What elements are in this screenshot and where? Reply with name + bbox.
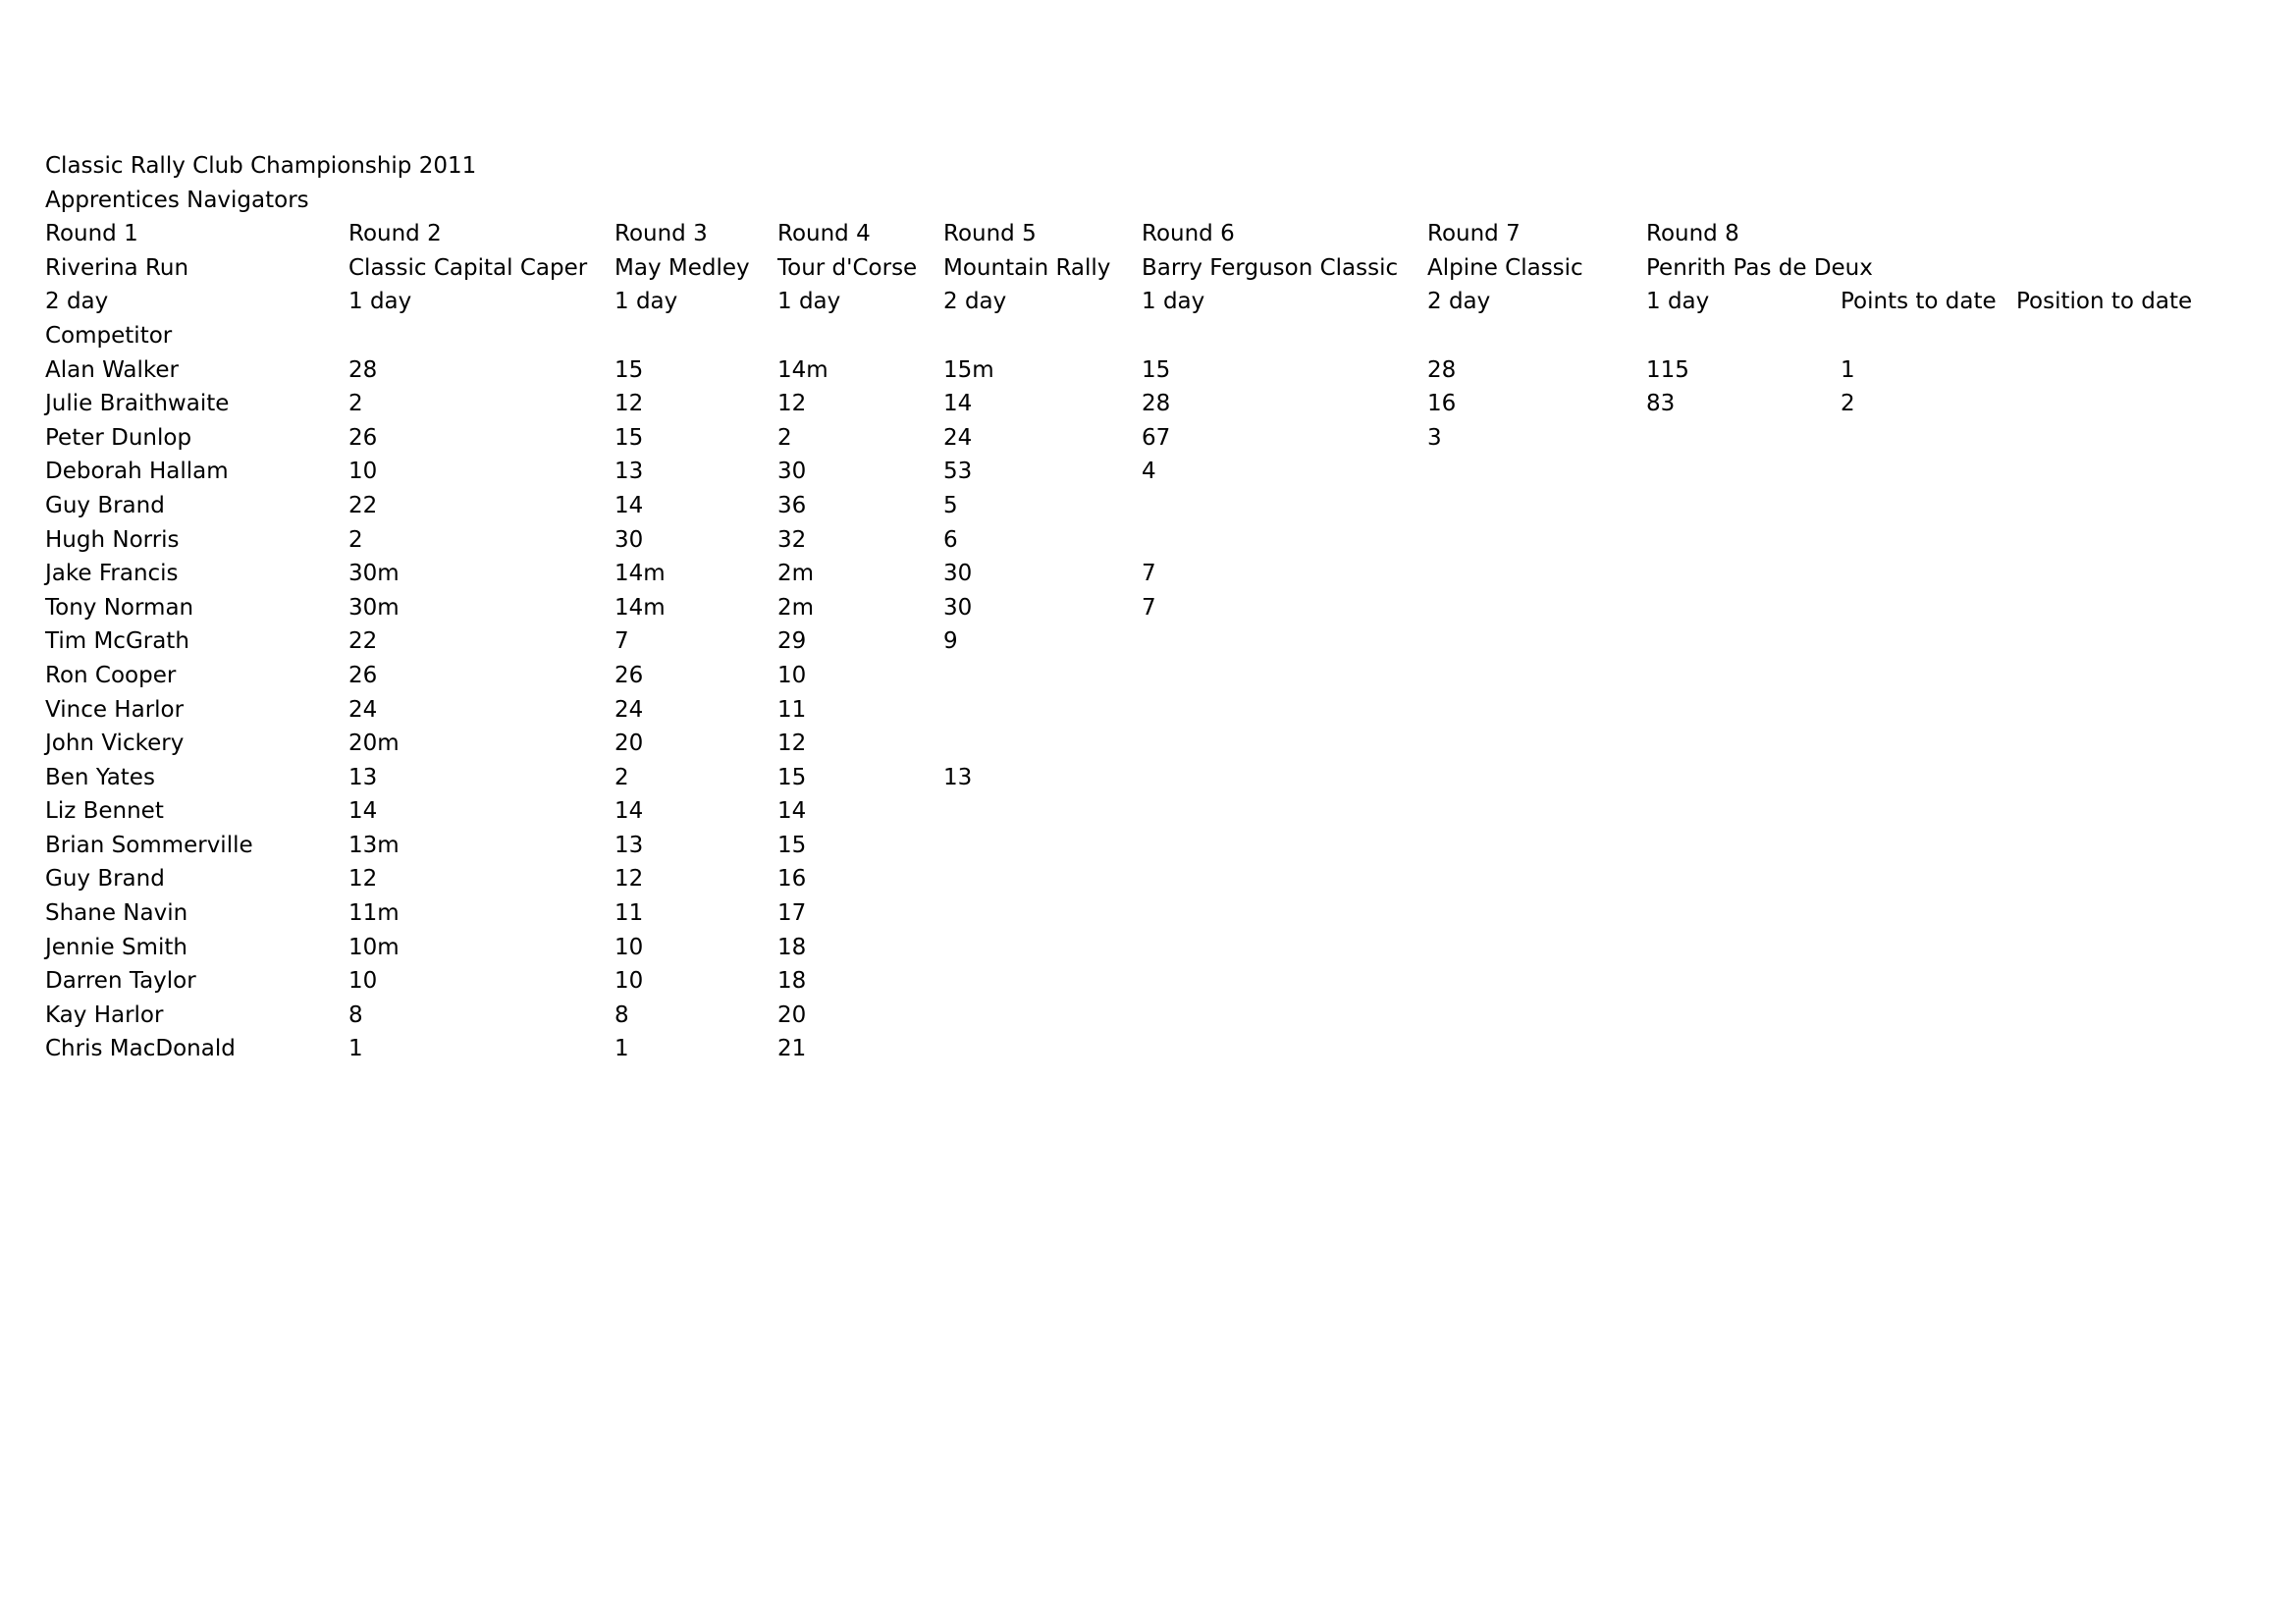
score-cell: 28 — [348, 356, 378, 383]
event-name: Classic Capital Caper — [348, 254, 588, 281]
score-cell: 10 — [614, 968, 644, 995]
event-name: Riverina Run — [45, 254, 189, 281]
category-label: Apprentices Navigators — [45, 187, 309, 213]
points-to-date-header: Points to date — [1841, 289, 1997, 315]
score-cell: 21 — [777, 1036, 807, 1062]
score-cell: 26 — [348, 662, 378, 688]
competitor-name: Brian Sommerville — [45, 832, 253, 858]
score-cell: 14 — [614, 798, 644, 825]
score-cell: 4 — [1142, 459, 1156, 485]
score-cell: 10 — [348, 968, 378, 995]
competitor-name: John Vickery — [45, 731, 185, 757]
event-duration: 1 day — [1142, 289, 1205, 315]
score-cell: 8 — [614, 1001, 629, 1028]
score-cell: 14 — [614, 492, 644, 518]
competitor-name: Hugh Norris — [45, 526, 180, 553]
score-cell: 22 — [348, 628, 378, 655]
score-cell: 22 — [348, 492, 378, 518]
competitor-name: Shane Navin — [45, 900, 188, 927]
score-cell: 14m — [614, 594, 666, 621]
score-cell: 14m — [614, 561, 666, 587]
event-name: May Medley — [614, 254, 750, 281]
position-to-date-header: Position to date — [2016, 289, 2193, 315]
competitor-name: Peter Dunlop — [45, 424, 192, 451]
score-cell: 15 — [614, 356, 644, 383]
score-cell: 1 — [614, 1036, 629, 1062]
score-cell: 30 — [614, 526, 644, 553]
score-cell: 2 — [348, 526, 363, 553]
event-name: Penrith Pas de Deux — [1646, 254, 1873, 281]
competitor-name: Darren Taylor — [45, 968, 196, 995]
score-cell: 14m — [777, 356, 828, 383]
competitor-name: Ben Yates — [45, 764, 155, 790]
event-name: Tour d'Corse — [777, 254, 918, 281]
competitor-name: Alan Walker — [45, 356, 179, 383]
score-cell: 14 — [348, 798, 378, 825]
competitor-name: Ron Cooper — [45, 662, 177, 688]
score-cell: 7 — [614, 628, 629, 655]
event-name: Alpine Classic — [1427, 254, 1583, 281]
score-cell: 7 — [1142, 594, 1156, 621]
score-cell: 9 — [943, 628, 958, 655]
score-cell: 24 — [614, 696, 644, 723]
competitor-name: Kay Harlor — [45, 1001, 164, 1028]
event-duration: 1 day — [777, 289, 841, 315]
score-cell: 2m — [777, 594, 815, 621]
competitor-name: Jake Francis — [45, 561, 179, 587]
competitor-name: Liz Bennet — [45, 798, 164, 825]
score-cell: 29 — [777, 628, 807, 655]
score-cell: 8 — [348, 1001, 363, 1028]
score-cell: 15 — [777, 832, 807, 858]
score-cell: 13 — [943, 764, 973, 790]
score-cell: 13 — [348, 764, 378, 790]
score-cell: 10m — [348, 934, 400, 960]
competitor-name: Jennie Smith — [45, 934, 187, 960]
score-cell: 30 — [943, 561, 973, 587]
score-cell: 2m — [777, 561, 815, 587]
score-cell: 15 — [614, 424, 644, 451]
score-cell: 17 — [777, 900, 807, 927]
score-cell: 13 — [614, 459, 644, 485]
score-cell: 24 — [943, 424, 973, 451]
event-duration: 2 day — [943, 289, 1007, 315]
score-cell: 30 — [943, 594, 973, 621]
score-cell: 30m — [348, 561, 400, 587]
score-cell: 2 — [777, 424, 792, 451]
score-cell: 28 — [1142, 391, 1171, 417]
round-label: Round 5 — [943, 221, 1037, 247]
competitor-name: Tim McGrath — [45, 628, 189, 655]
event-duration: 2 day — [45, 289, 109, 315]
competitor-name: Guy Brand — [45, 866, 165, 893]
score-cell: 11 — [777, 696, 807, 723]
score-cell: 3 — [1427, 424, 1442, 451]
event-duration: 1 day — [1646, 289, 1710, 315]
score-cell: 15 — [1142, 356, 1171, 383]
competitor-name: Chris MacDonald — [45, 1036, 236, 1062]
round-label: Round 4 — [777, 221, 871, 247]
score-cell: 7 — [1142, 561, 1156, 587]
score-cell: 13m — [348, 832, 400, 858]
competitor-name: Deborah Hallam — [45, 459, 229, 485]
event-name: Barry Ferguson Classic — [1142, 254, 1399, 281]
score-cell: 1 — [348, 1036, 363, 1062]
score-cell: 115 — [1646, 356, 1689, 383]
competitor-name: Vince Harlor — [45, 696, 185, 723]
score-cell: 18 — [777, 968, 807, 995]
score-cell: 67 — [1142, 424, 1171, 451]
event-duration: 1 day — [348, 289, 412, 315]
score-cell: 12 — [777, 391, 807, 417]
event-duration: 2 day — [1427, 289, 1491, 315]
score-cell: 11m — [348, 900, 400, 927]
round-label: Round 7 — [1427, 221, 1521, 247]
score-cell: 30 — [777, 459, 807, 485]
score-cell: 11 — [614, 900, 644, 927]
score-cell: 32 — [777, 526, 807, 553]
score-cell: 53 — [943, 459, 973, 485]
score-cell: 26 — [348, 424, 378, 451]
score-cell: 2 — [614, 764, 629, 790]
score-cell: 14 — [777, 798, 807, 825]
score-cell: 10 — [777, 662, 807, 688]
sheet-title: Classic Rally Club Championship 2011 — [45, 153, 477, 179]
round-label: Round 1 — [45, 221, 138, 247]
score-cell: 20 — [777, 1001, 807, 1028]
competitor-header: Competitor — [45, 322, 173, 349]
round-label: Round 3 — [614, 221, 708, 247]
score-cell: 1 — [1841, 356, 1855, 383]
score-cell: 26 — [614, 662, 644, 688]
score-cell: 10 — [614, 934, 644, 960]
score-cell: 16 — [1427, 391, 1457, 417]
score-cell: 2 — [348, 391, 363, 417]
score-cell: 12 — [348, 866, 378, 893]
score-cell: 12 — [614, 391, 644, 417]
event-name: Mountain Rally — [943, 254, 1111, 281]
score-cell: 5 — [943, 492, 958, 518]
event-duration: 1 day — [614, 289, 678, 315]
competitor-name: Tony Norman — [45, 594, 194, 621]
score-cell: 24 — [348, 696, 378, 723]
round-label: Round 8 — [1646, 221, 1739, 247]
score-cell: 10 — [348, 459, 378, 485]
score-cell: 36 — [777, 492, 807, 518]
competitor-name: Guy Brand — [45, 492, 165, 518]
score-cell: 20 — [614, 731, 644, 757]
competitor-name: Julie Braithwaite — [45, 391, 230, 417]
score-cell: 28 — [1427, 356, 1457, 383]
score-cell: 2 — [1841, 391, 1855, 417]
score-cell: 18 — [777, 934, 807, 960]
score-cell: 15m — [943, 356, 994, 383]
score-cell: 83 — [1646, 391, 1676, 417]
round-label: Round 2 — [348, 221, 442, 247]
score-cell: 14 — [943, 391, 973, 417]
round-label: Round 6 — [1142, 221, 1235, 247]
score-cell: 30m — [348, 594, 400, 621]
score-cell: 13 — [614, 832, 644, 858]
score-cell: 12 — [777, 731, 807, 757]
score-cell: 15 — [777, 764, 807, 790]
score-cell: 12 — [614, 866, 644, 893]
score-cell: 16 — [777, 866, 807, 893]
score-cell: 6 — [943, 526, 958, 553]
score-cell: 20m — [348, 731, 400, 757]
